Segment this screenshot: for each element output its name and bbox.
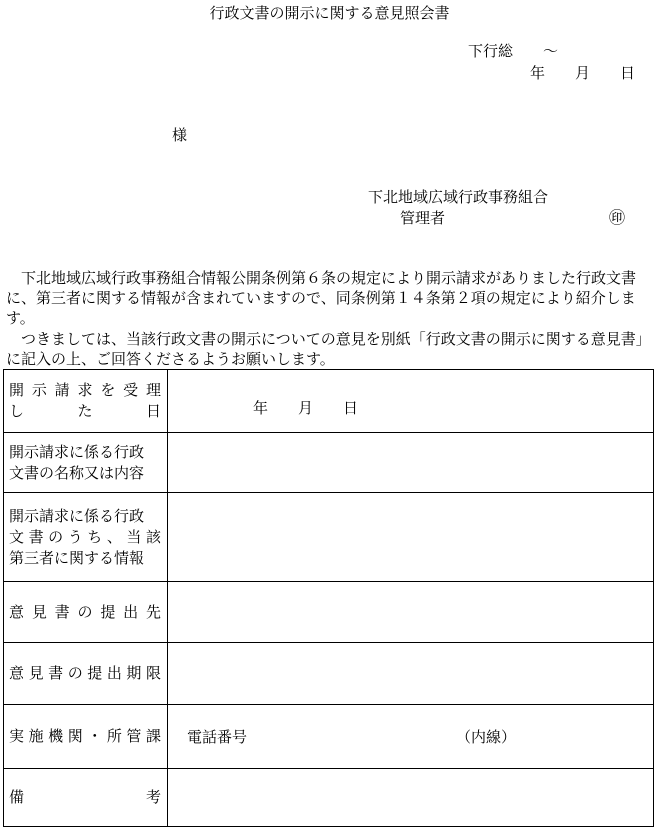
body-paragraph-2: つきましては、当該行政文書の開示についての意見を別紙「行政文書の開示に関する意見書」に記入の上、ご回答くださるようお願いします。: [6, 330, 651, 368]
label-text: 意見書の提出先: [9, 602, 161, 621]
label-text: 備考: [9, 788, 161, 806]
document-number: 下行総 ～: [468, 42, 559, 60]
label-document-name: [4, 433, 168, 493]
phone-number-label: 電話番号: [187, 728, 248, 746]
addressee: 様: [172, 126, 188, 144]
document-date: 年 月 日: [530, 64, 636, 82]
sender-manager: 管理者: [400, 209, 446, 227]
label-text: 意見書の提出期限: [9, 664, 161, 682]
label-text: 第三者に関する情報: [9, 548, 145, 567]
label-received-date: [4, 370, 168, 433]
value-document-name[interactable]: [168, 433, 654, 493]
label-text: した日: [9, 402, 161, 420]
value-third-party-info[interactable]: [168, 493, 654, 582]
table-row-submission-deadline: [4, 643, 654, 705]
label-agency-department: [4, 705, 168, 769]
value-submission-deadline[interactable]: [168, 643, 654, 705]
body-paragraph-1: 下北地域広域行政事務組合情報公開条例第６条の規定により開示請求がありました行政文書に、第三者に関する情報が含まれていますので、同条例第１４条第２項の規定により紹介します。: [6, 269, 637, 327]
label-submission-destination: [4, 582, 168, 643]
inquiry-form-table: [3, 369, 654, 827]
label-text: 文書の名称又は内容: [9, 463, 145, 482]
seal-mark: ㊞: [609, 208, 626, 227]
table-row-agency-department: [4, 705, 654, 769]
table-row-document-name: [4, 433, 654, 493]
table-row-third-party-info: [4, 493, 654, 582]
label-text: 文書のうち、当該: [9, 527, 161, 546]
table-row-submission-destination: [4, 582, 654, 643]
received-date-placeholder: 年 月 日: [253, 399, 359, 417]
label-submission-deadline: [4, 643, 168, 705]
label-third-party-info: [4, 493, 168, 582]
label-text: 実施機関・所管課: [9, 727, 161, 745]
label-remarks: [4, 769, 168, 827]
value-received-date[interactable]: [168, 370, 654, 433]
sender-organization: 下北地域広域行政事務組合: [368, 188, 549, 206]
label-text: 開示請求を受理: [9, 381, 161, 399]
document-title: 行政文書の開示に関する意見照会書: [209, 4, 450, 22]
label-text: 開示請求に係る行政: [9, 442, 145, 461]
extension-label: （内線）: [456, 728, 517, 746]
value-remarks[interactable]: [168, 769, 654, 827]
value-submission-destination[interactable]: [168, 582, 654, 643]
label-text: 開示請求に係る行政: [9, 506, 145, 525]
table-row-remarks: [4, 769, 654, 827]
